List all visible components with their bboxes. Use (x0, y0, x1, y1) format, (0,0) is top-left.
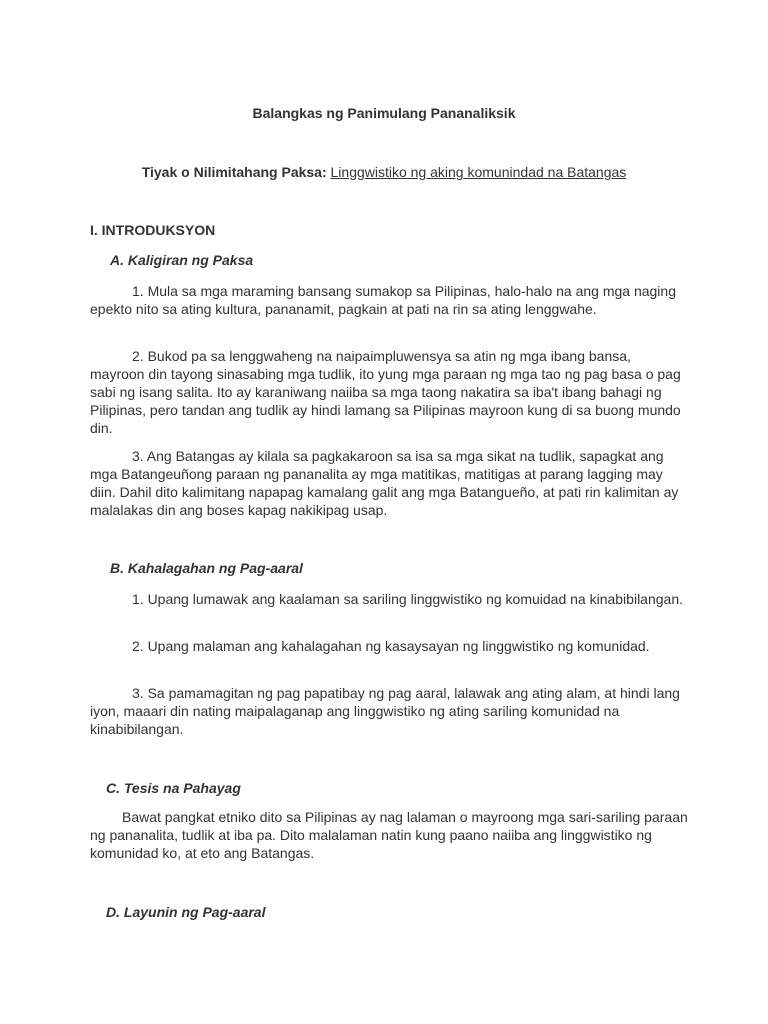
paragraph-b3: 3. Sa pamamagitan ng pag papatibay ng pag aaral, lalawak ang ating alam, at hindi lang iyon, maaari din nating maipalaganap ang linggwistiko ng ating sariling komunidad na kinabibilangan. (90, 685, 680, 737)
subheading-tesis: C. Tesis na Pahayag (106, 780, 241, 796)
paragraph-b2: 2. Upang malaman ang kahalagahan ng kasaysayan ng linggwistiko ng komunidad. (132, 638, 650, 654)
document-title: Balangkas ng Panimulang Pananaliksik (252, 105, 516, 121)
topic-label: Tiyak o Nilimitahang Paksa: (141, 164, 327, 180)
subheading-kahalagahan: B. Kahalagahan ng Pag-aaral (110, 560, 303, 576)
topic-value: Linggwistiko ng aking komunindad na Batangas (330, 164, 627, 180)
paragraph-c1: Bawat pangkat etniko dito sa Pilipinas ay nag lalaman o mayroong mga sari-sariling paraan ng pananalita, tudlik at iba pa. Dito malalaman natin kung paano naiiba ang linggwistiko ng komunidad ko, at eto ang Batangas. (90, 809, 688, 861)
topic-line (0, 164, 768, 180)
paragraph-a2: 2. Bukod pa sa lenggwaheng na naipaimpluwensya sa atin ng mga ibang bansa, mayroon din tayong sinasabing mga tudlik, ito yung mga paraan ng mga tao ng pag basa o pag sabi ng isang salita. Ito ay karaniwang naiiba sa mga taong nakatira sa iba't ibang bahagi ng Pilipinas, pero tandan ang tudlik ay hindi lamang sa Pilipinas mayroon kung di sa buong mundo din. (90, 348, 681, 436)
subheading-layunin: D. Layunin ng Pag-aaral (106, 904, 266, 920)
paragraph-a3: 3. Ang Batangas ay kilala sa pagkakaroon sa isa sa mga sikat na tudlik, sapagkat ang mga Batangeuñong paraan ng pananalita ay mga matitikas, matitigas at parang lagging may diin. Dahil dito kalimitang napapag kamalang galit ang mga Batangueño, at pati rin kalimitan ay malalakas din ang boses kapag nakikipag usap. (90, 448, 679, 518)
subheading-kaligiran: A. Kaligiran ng Paksa (110, 252, 254, 268)
paragraph-b1: 1. Upang lumawak ang kaalaman sa sariling linggwistiko ng komuidad na kinabibilangan. (132, 591, 683, 607)
paragraph-a1: 1. Mula sa mga maraming bansang sumakop sa Pilipinas, halo-halo na ang mga naging epekto nito sa ating kultura, pananamit, pagkain at pati na rin sa ating lenggwahe. (90, 283, 676, 317)
section-heading-introduksyon: I. INTRODUKSYON (90, 222, 216, 238)
